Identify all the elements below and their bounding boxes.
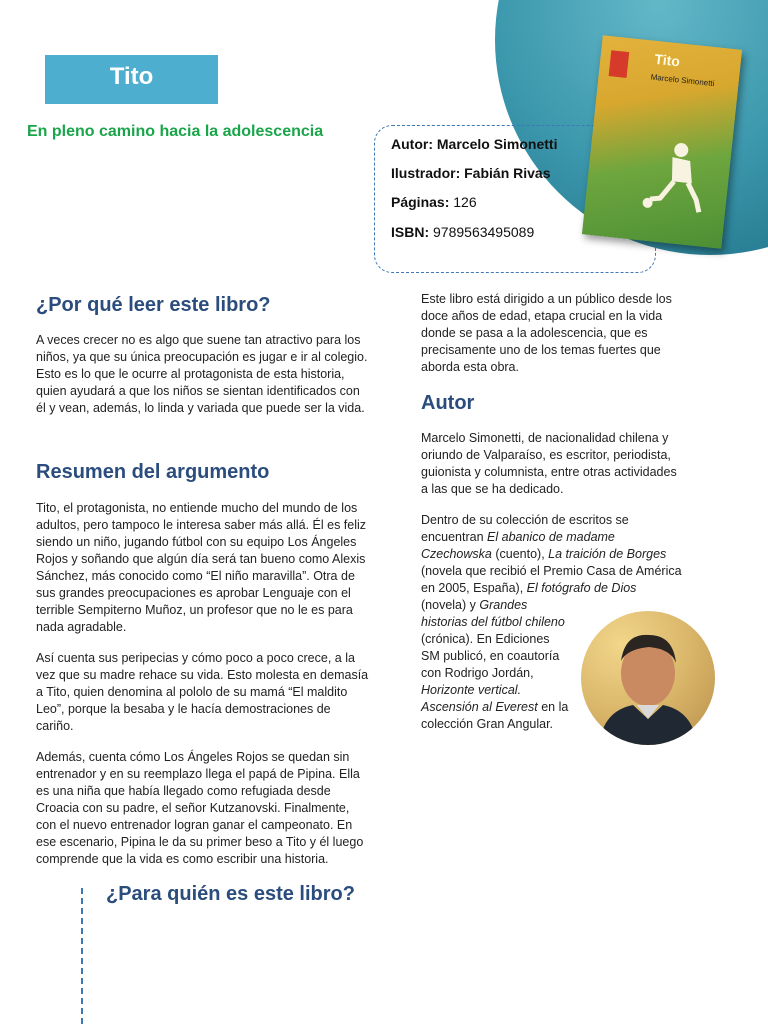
heading-por-que: ¿Por qué leer este libro?	[36, 294, 271, 316]
page-subtitle: En pleno camino hacia la adolescencia	[27, 123, 324, 140]
autor-paragraph-2: Dentro de su colección de escritos se encuentran El abanico de madame Czechowska (cuento), La traición de Borges (novela que recibió el Premio Casa de América en 2005, España), El fotógrafo de Dios (novela) y Grandes historias del fútbol chileno (crónica). En Ediciones SM publicó, en coautoría con Rodrigo Jordán, Horizonte vertical. Ascensión al Everest en la colección Gran Angular.	[421, 513, 682, 731]
heading-autor: Autor	[421, 392, 475, 414]
cover-author: Marcelo Simonetti	[650, 72, 715, 89]
author-portrait-illustration	[581, 611, 715, 745]
por-que-paragraph: A veces crecer no es algo que suene tan atractivo para los niños, ya que su única preocupación es jugar e ir al colegio. Esto es lo que le ocurre al protagonista de esta historia, quien ayudará a que los niños se sientan identificados con él y vean, además, lo linda y variada que puede ser la vida.	[36, 333, 368, 415]
info-ilustrador: Ilustrador: Fabián Rivas	[391, 165, 551, 181]
resumen-paragraph-2: Así cuenta sus peripecias y cómo poco a poco crece, a la vez que su madre rehace su vida. Esto molesta en demasía a Tito, quien denomina al pololo de su mamá “El maldito Leo”, porque la besaba y le hacía demostraciones de cariño.	[36, 651, 369, 733]
autor-paragraph-1: Marcelo Simonetti, de nacionalidad chilena y oriundo de Valparaíso, es escritor, periodista, guionista y columnista, entre otras actividades a las que se ha dedicado.	[421, 431, 677, 496]
page-title: Tito	[45, 55, 218, 104]
para-quien-paragraph: Este libro está dirigido a un público desde los doce años de edad, etapa crucial en la vida donde se pasa a la adolescencia, que es precisamente uno de los temas fuertes que aborda esta obra.	[421, 292, 672, 374]
resumen-paragraph-1: Tito, el protagonista, no entiende mucho del mundo de los adultos, pero tampoco le interesa saber más allá. Él es feliz siendo un niño, jugando fútbol con su equipo Los Ángeles Rojos y soñando que algún día será tan bueno como Alexis Sánchez, más conocido como “El niño maravilla”. Otra de sus grandes preocupaciones es aprobar Lenguaje con el terrible Sempiterno Muñoz, un profesor que no le es para nada agradable.	[36, 501, 367, 634]
author-photo	[581, 611, 715, 745]
info-paginas: Páginas: 126	[391, 194, 477, 210]
resumen-paragraph-3: Además, cuenta cómo Los Ángeles Rojos se quedan sin entrenador y en su reemplazo llega el papá de Pipina. Ella es una niña que había llegado como refugiada desde Croacia con su padre, el señor Kutzanovski. Finalmente, con el nuevo entrenador logran ganar el campeonato. En ese escenario, Pipina le da su primer beso a Tito y él luego comprende que la vida es como escribir una historia.	[36, 750, 364, 866]
book-cover-image	[582, 35, 742, 249]
football-player-illustration	[639, 136, 710, 216]
publisher-logo	[609, 50, 630, 78]
info-isbn: ISBN: 9789563495089	[391, 224, 535, 240]
cover-title: Tito	[653, 50, 681, 70]
heading-resumen: Resumen del argumento	[36, 461, 270, 483]
dashed-divider	[81, 888, 83, 1024]
info-autor: Autor: Marcelo Simonetti	[391, 136, 558, 152]
heading-para-quien: ¿Para quién es este libro?	[106, 883, 355, 905]
